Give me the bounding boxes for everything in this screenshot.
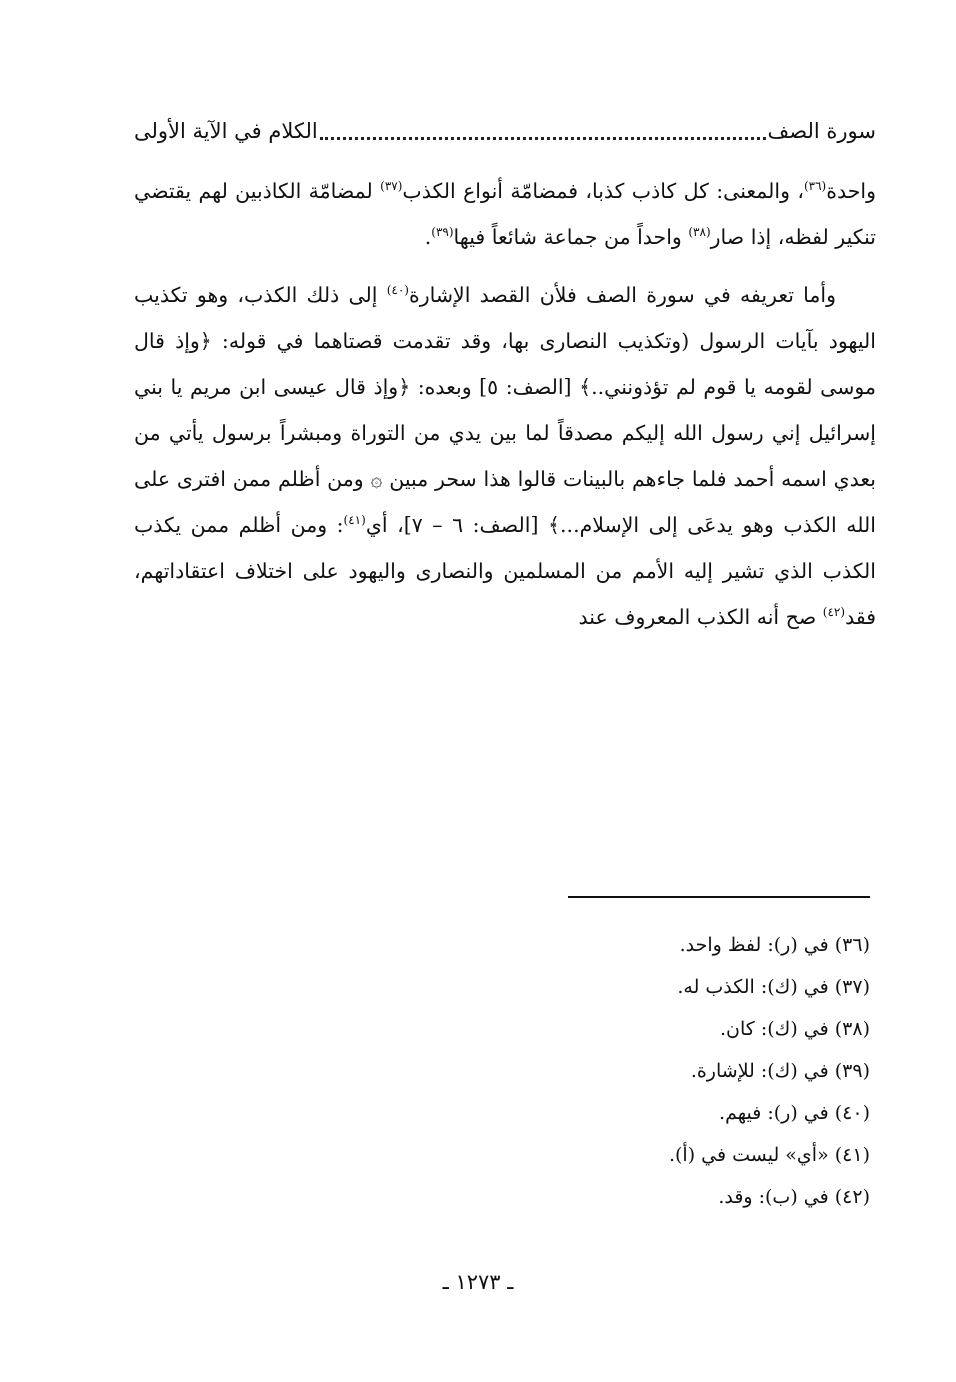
- text-run: إلى ذلك الكذب، وهو تكذيب اليهود بآيات الرسول (وتكذيب النصارى بها، وقد تقدمت قصتاهما في قوله: ﴿وإذ قال موسى لقومه يا قوم لم تؤذونني..﴾ [الصف: ٥] وبعده: ﴿وإذ قال عيسى ابن مريم يا بني إسرائيل إني رسول الله إليكم مصدقاً لما بين يدي من التوراة ومبشراً برسول يأتي من بعدي اسمه أحمد فلما جاءهم بالبينات قالوا هذا سحر مبين ۞ ومن أظلم ممن افترى على الله الكذب وهو يدعَى إلى الإسلام...﴾ [الصف: ٦ – ٧]، أي: [134, 283, 877, 537]
- text-run: واحداً من جماعة شائعاً فيها: [453, 225, 689, 249]
- header-surah-title: سورة الصف: [767, 119, 876, 143]
- text-run: صح أنه الكذب المعروف عند: [578, 605, 823, 629]
- paragraph: [134, 168, 876, 260]
- footnote-item: (٣٩) في (ك): للإشارة.: [690, 1060, 870, 1082]
- footnote-ref: (٤١): [343, 513, 366, 528]
- header-dot-leader: [320, 119, 766, 140]
- text-run: وأما تعريفه في سورة الصف فلأن القصد الإشارة: [408, 283, 837, 307]
- footnote-item: (٣٨) في (ك): كان.: [719, 1018, 870, 1040]
- paragraph: [134, 272, 876, 640]
- footnote-item: (٤١) «أي» ليست في (أ).: [668, 1144, 870, 1166]
- footnote-ref: (٣٨): [688, 225, 711, 240]
- header-topic-title: الكلام في الآية الأولى: [134, 119, 318, 143]
- footnote-ref: (٤٠): [386, 283, 409, 298]
- footnote-ref: (٤٢): [822, 605, 846, 620]
- running-header: [134, 106, 876, 146]
- footnote-item: (٣٦) في (ر): لفظ واحد.: [679, 934, 870, 956]
- text-run: واحدة: [826, 179, 876, 203]
- footnote-item: (٤٠) في (ر): فيهم.: [719, 1102, 870, 1124]
- footnote-item: (٣٧) في (ك): الكذب له.: [677, 976, 870, 998]
- footnote-ref: (٣٦): [803, 179, 827, 194]
- footnote-separator: [568, 896, 870, 898]
- text-run: .: [424, 225, 432, 249]
- text-run: ، والمعنى: كل كاذب كذبا، فمضامّة أنواع الكذب: [402, 179, 804, 203]
- main-text: [134, 168, 876, 640]
- footnote-ref: (٣٧): [380, 179, 403, 194]
- footnote-item: (٤٢) في (ب): وقد.: [718, 1186, 870, 1208]
- footnotes-list: [400, 924, 870, 1218]
- text-run: : ومن أظلم ممن يكذب الكذب الذي تشير إليه الأمم من المسلمين والنصارى واليهود على اختلاف اعتقاداتهم، فقد: [134, 513, 876, 629]
- page-number: ـ ١٢٧٣ ـ: [442, 1270, 514, 1294]
- footnote-ref: (٣٩): [431, 225, 454, 240]
- text-run: لمضامّة الكاذبين لهم يقتضي تنكير لفظه، إذا صار: [134, 179, 876, 249]
